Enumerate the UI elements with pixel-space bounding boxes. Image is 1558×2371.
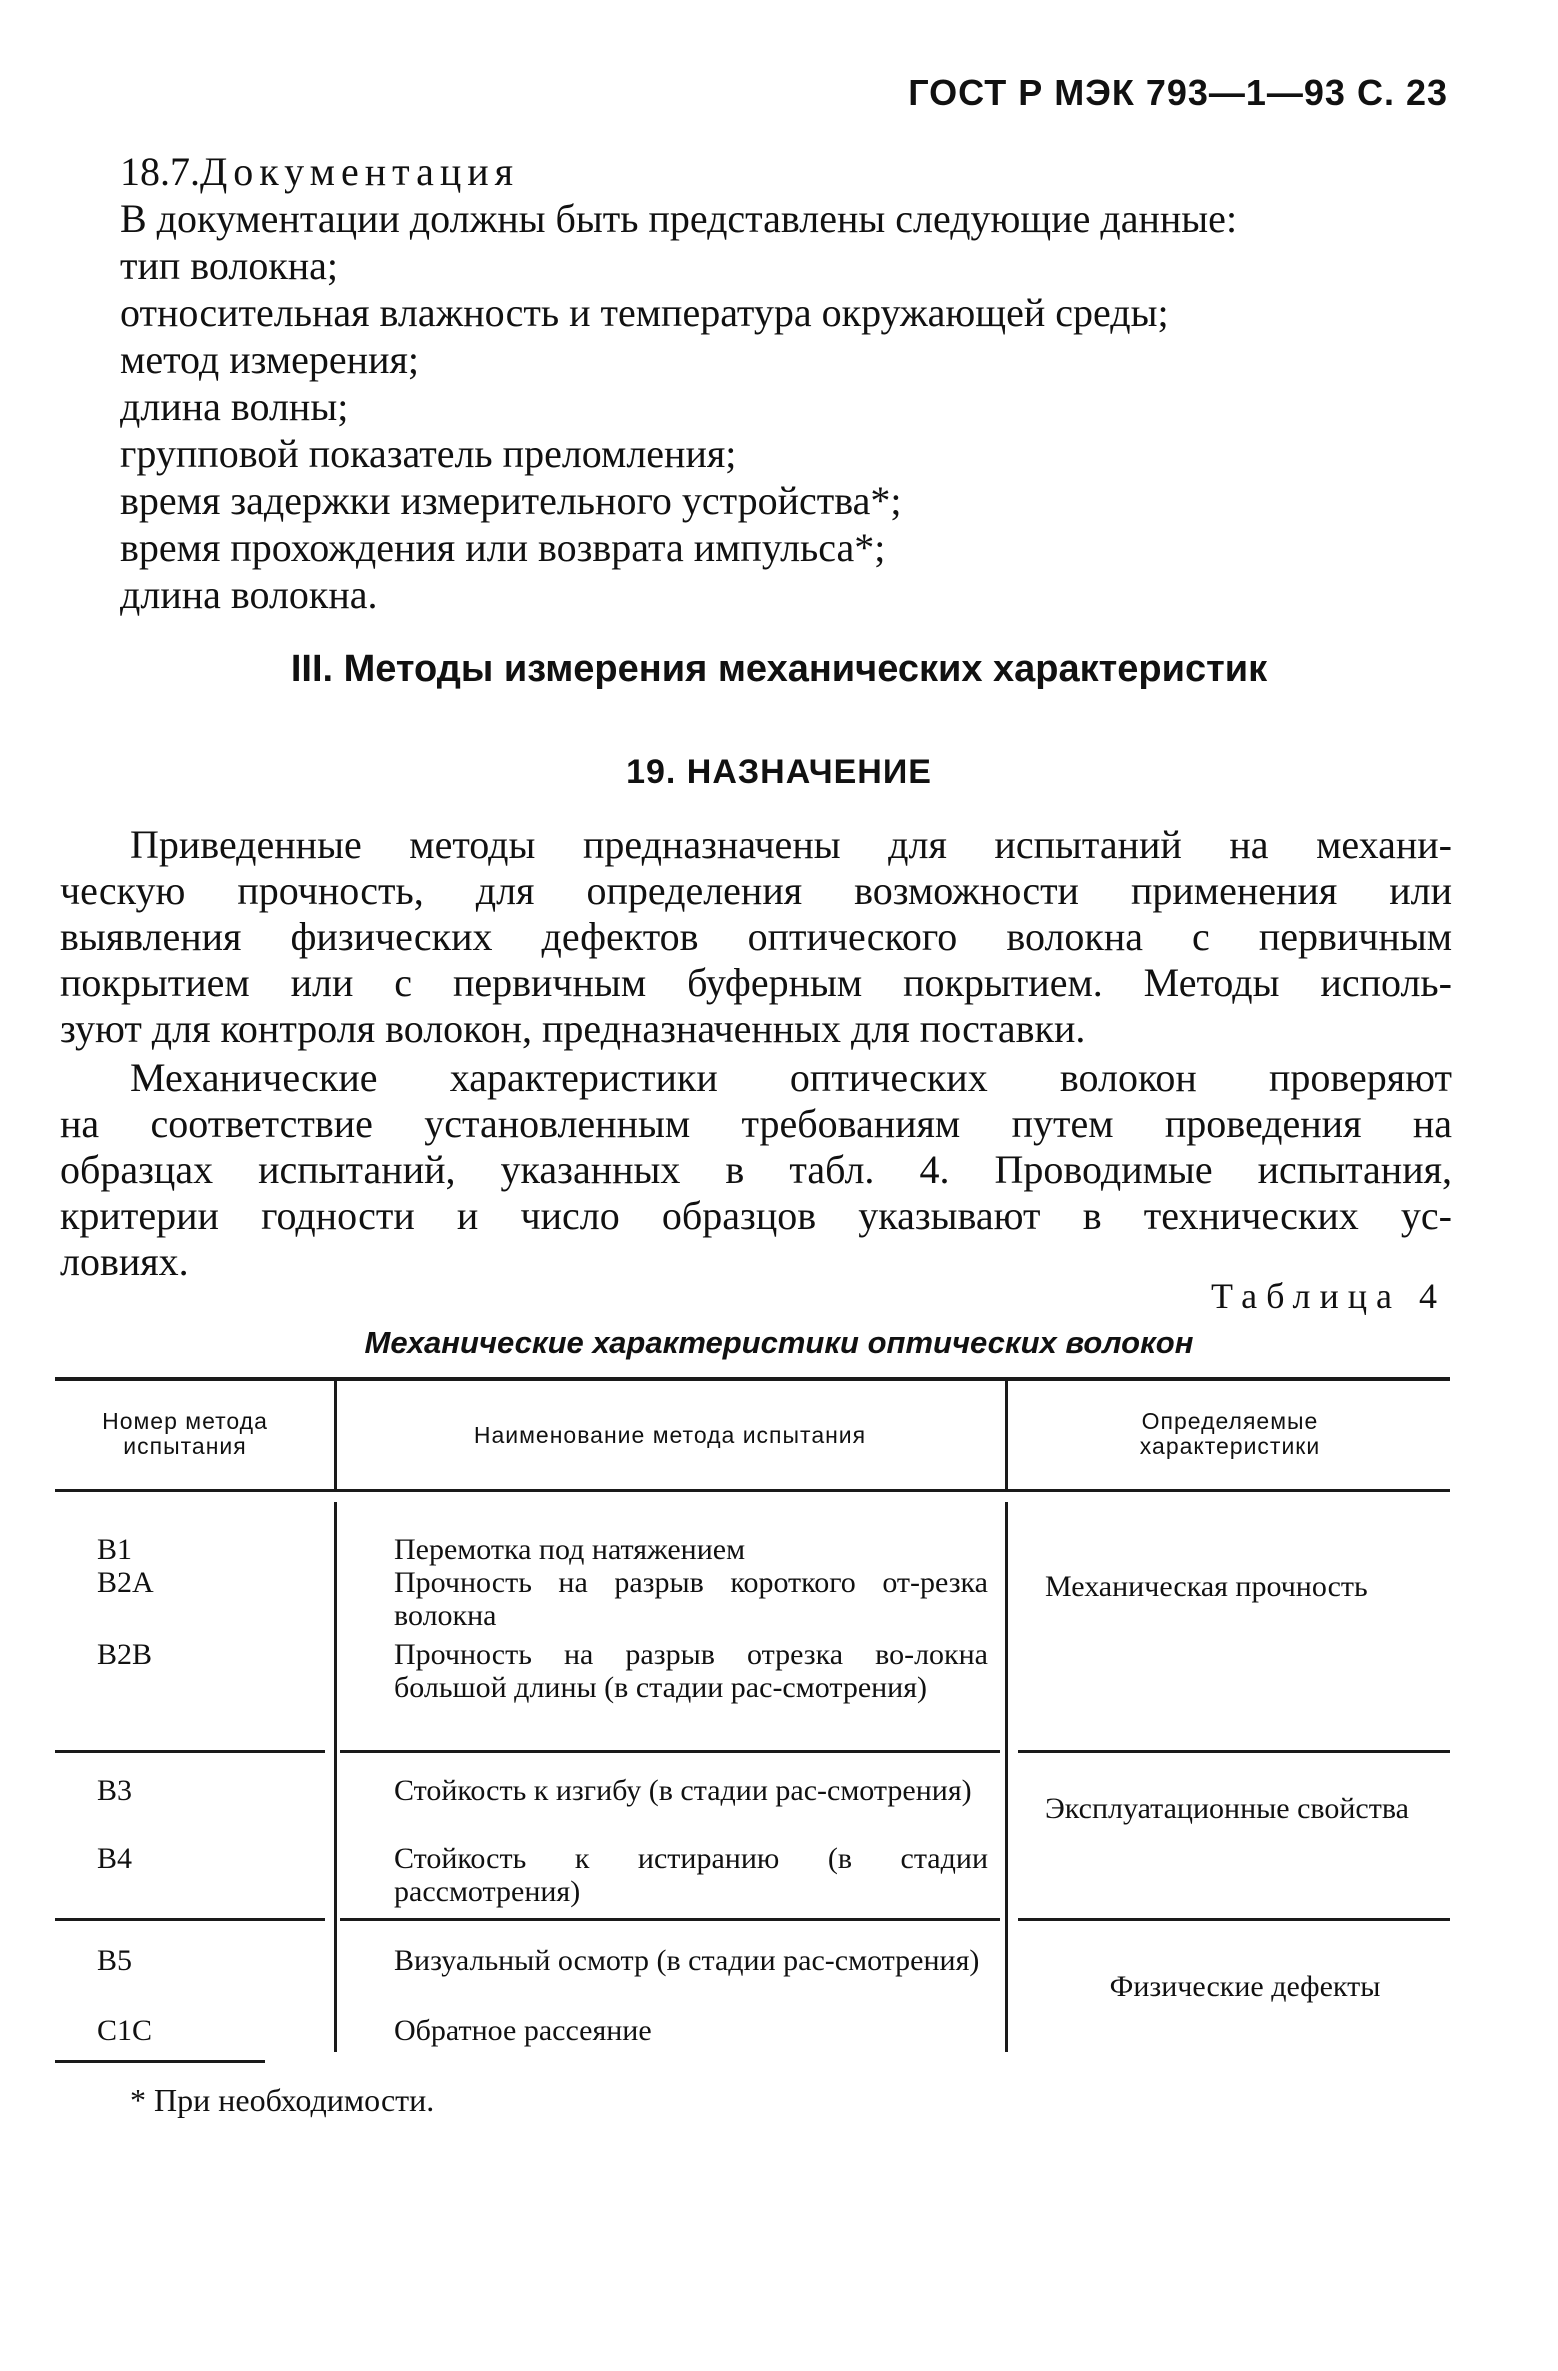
list-item: относительная влажность и температура окружающей среды; (120, 290, 1169, 335)
list-item: метод измерения; (120, 337, 420, 382)
paragraph-line: Приведенные методы предназначены для испытаний на механи- (130, 822, 1452, 867)
documentation-section (120, 148, 1450, 618)
header-bottom-rule (55, 1489, 1450, 1492)
header-characteristics (1015, 1409, 1445, 1459)
table-caption: Механические характеристики оптических волокон (364, 1325, 1194, 1360)
paragraph-line: на соответствие установленным требованиям путем проведения на (60, 1101, 1452, 1146)
method-name (358, 1944, 988, 1977)
group-divider-methods (340, 1750, 1000, 1753)
method-name (358, 1566, 988, 1632)
paragraph-line: выявления физических дефектов оптического волокна с первичным (60, 914, 1452, 959)
method-code: B4 (97, 1842, 133, 1875)
paragraph-purpose (60, 822, 1452, 1052)
method-name (358, 1842, 988, 1908)
section-title-line (120, 148, 1450, 195)
section-intro: В документации должны быть представлены следующие данные: (120, 196, 1238, 241)
purpose-heading: 19. НАЗНАЧЕНИЕ (626, 753, 932, 791)
method-name-text: Прочность на разрыв отрезка во-локна большой длины (в стадии рас-смотрения) (394, 1638, 988, 1704)
list-item: время задержки измерительного устройства*; (120, 478, 902, 523)
method-code: B2B (97, 1638, 153, 1671)
section-title: Документация (200, 149, 520, 194)
group-divider-methods (340, 1918, 1000, 1921)
table-bottom-rule (55, 2060, 265, 2063)
paragraph-line: покрытием или с первичным буферным покрытием. Методы исполь- (60, 960, 1452, 1005)
part-heading: III. Методы измерения механических характеристик (290, 648, 1268, 690)
table-top-rule (55, 1377, 1450, 1381)
footnote: * При необходимости. (130, 2082, 435, 2118)
column-divider (334, 1381, 337, 1489)
characteristic: Физические дефекты (1109, 1970, 1381, 2003)
list-item: тип волокна; (120, 243, 339, 288)
group-divider-props (1018, 1918, 1450, 1921)
column-divider (1005, 1502, 1008, 2052)
paragraph-requirements (60, 1055, 1452, 1285)
group-divider-codes (55, 1750, 325, 1753)
method-code: B3 (97, 1774, 133, 1807)
header-method-name (340, 1423, 1000, 1448)
paragraph-line: образцах испытаний, указанных в табл. 4. Проводимые испытания, (60, 1147, 1452, 1192)
header-method-number (60, 1409, 310, 1459)
method-name-text: Стойкость к истиранию (в стадии рассмотрения) (394, 1842, 988, 1908)
paragraph-line: критерии годности и число образцов указывают в технических ус- (60, 1193, 1452, 1238)
paragraph-line: Механические характеристики оптических волокон проверяют (130, 1055, 1452, 1100)
header-line: Номер метода (102, 1408, 268, 1434)
list-item: групповой показатель преломления; (120, 431, 737, 476)
method-name-text: Визуальный осмотр (в стадии рас-смотрения) (394, 1944, 980, 1977)
header-line: Наименование метода испытания (473, 1422, 867, 1448)
method-code: B5 (97, 1944, 133, 1977)
characteristic: Механическая прочность (1045, 1570, 1368, 1603)
method-name-text: Стойкость к изгибу (в стадии рас-смотрения) (394, 1774, 972, 1807)
header-line: характеристики (1139, 1433, 1321, 1459)
header-line: Определяемые (1141, 1408, 1319, 1434)
method-name (358, 1774, 988, 1807)
section-number: 18.7. (120, 149, 200, 194)
method-name (358, 1638, 988, 1704)
method-name-text: Перемотка под натяжением (394, 1533, 746, 1566)
list-item: время прохождения или возврата импульса*; (120, 525, 886, 570)
header-line: испытания (123, 1433, 247, 1459)
list-item: длина волны; (120, 384, 349, 429)
list-item: длина волокна. (120, 572, 378, 617)
paragraph-line: зуют для контроля волокон, предназначенных для поставки. (60, 1006, 1086, 1051)
method-name-text: Обратное рассеяние (394, 2014, 652, 2047)
group-divider-props (1018, 1750, 1450, 1753)
characteristic: Эксплуатационные свойства (1045, 1792, 1409, 1825)
table-number: Таблица 4 (1211, 1276, 1446, 1316)
paragraph-line: ловиях. (60, 1239, 189, 1284)
method-code: C1C (97, 2014, 153, 2047)
column-divider (334, 1502, 337, 2052)
method-name-text: Прочность на разрыв короткого от-резка волокна (394, 1566, 988, 1632)
method-code: B2A (97, 1566, 154, 1599)
method-code: B1 (97, 1533, 133, 1566)
paragraph-line: ческую прочность, для определения возможности применения или (60, 868, 1452, 913)
group-divider-codes (55, 1918, 325, 1921)
method-name (358, 2014, 988, 2047)
running-header: ГОСТ Р МЭК 793—1—93 С. 23 (908, 72, 1448, 113)
column-divider (1005, 1381, 1008, 1489)
method-name (358, 1533, 988, 1566)
